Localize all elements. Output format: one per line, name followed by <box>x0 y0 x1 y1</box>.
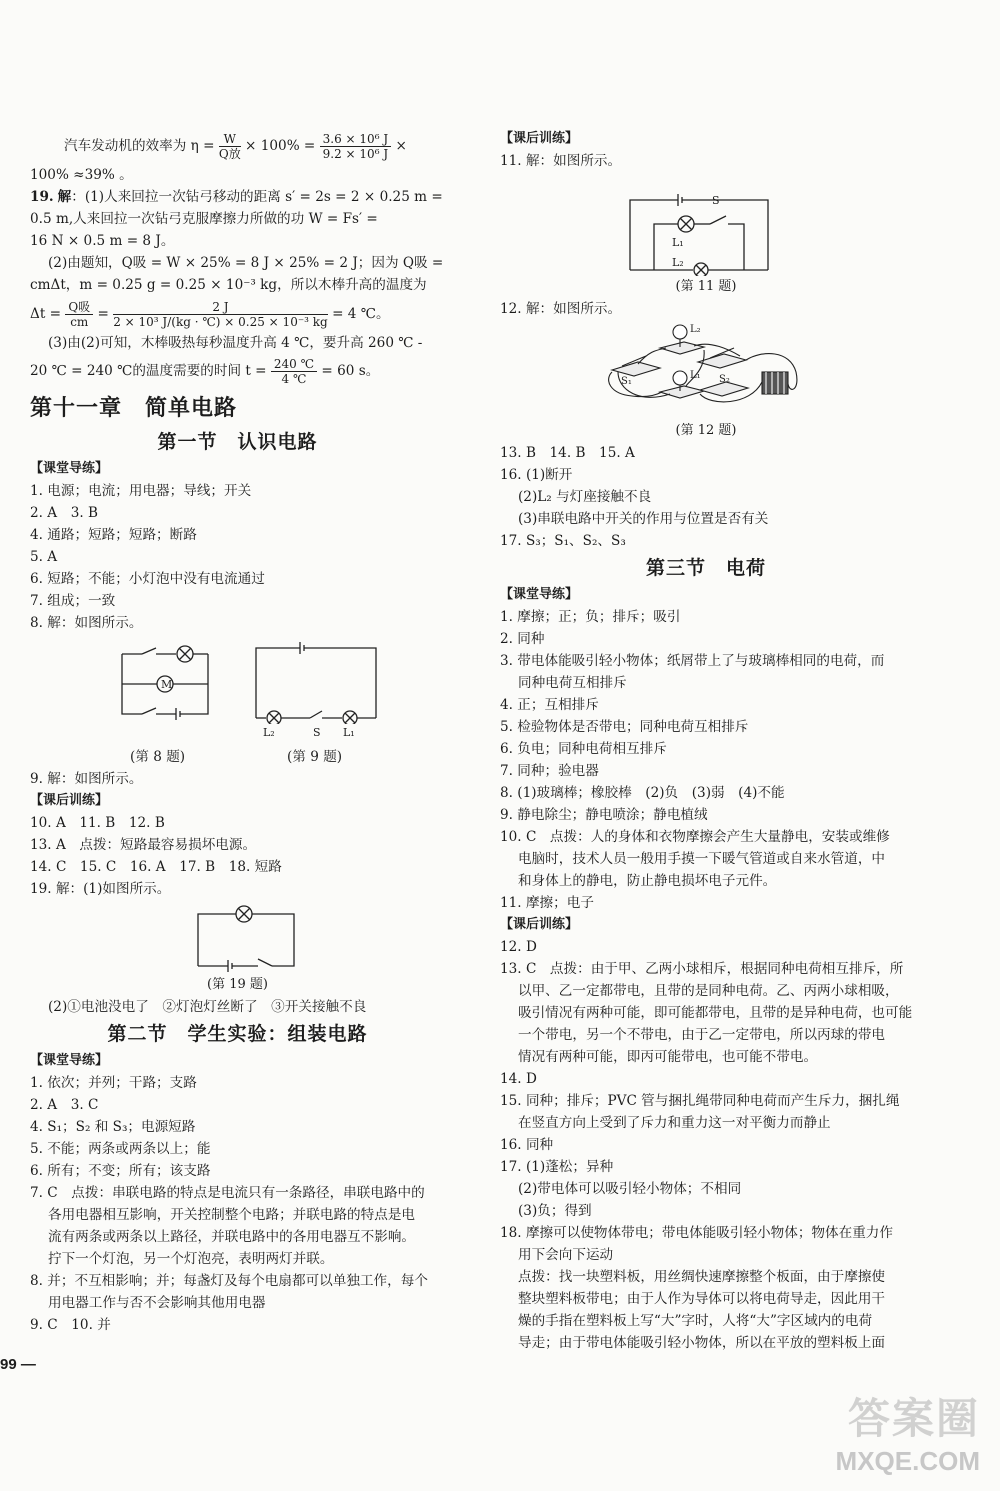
fraction-numerator: W <box>219 132 241 147</box>
answer-item-cont: (3)负；得到 <box>518 1203 592 1219</box>
answer-item: 5. 检验物体是否带电；同种电荷互相排斥 <box>500 719 749 735</box>
fraction-denominator: cm <box>70 315 89 329</box>
fraction-energy <box>320 132 391 161</box>
figure-caption: (第 11 题) <box>675 279 737 294</box>
switch-label: S <box>712 194 720 207</box>
answer-item: 10. C 点拨：人的身体和衣物摩擦会产生大量静电，安装或维修 <box>500 829 890 845</box>
answer-item: 9. C 10. 并 <box>30 1317 111 1333</box>
answer-item-cont: 用下会向下运动 <box>518 1247 614 1263</box>
section-title: 第二节 学生实验：组装电路 <box>107 1023 368 1045</box>
answer-text: ：(1)人来回拉一次钻弓移动的距离 s′ = 2s = 2 × 0.25 m = <box>71 189 443 205</box>
answer-item-cont: 同种电荷互相排斥 <box>518 675 627 691</box>
circuit-diagram-8 <box>30 634 445 724</box>
answer-item: 9. 解：如图所示。 <box>30 771 143 787</box>
fraction-numerator: 240 ℃ <box>271 357 317 372</box>
efficiency-text: 汽车发动机的效率为 η = <box>64 138 215 154</box>
answer-item: 11. 摩擦；电子 <box>500 895 594 911</box>
fraction-time <box>271 357 317 386</box>
answer-item-cont: (2)L₂ 与灯座接触不良 <box>518 489 652 505</box>
answer-item: 10. A 11. B 12. B <box>30 815 165 831</box>
answer-item: 14. D <box>500 1071 537 1087</box>
figure-captions-8-9 <box>30 746 445 768</box>
question-number: 19. <box>30 189 54 205</box>
answer-item: 2. A 3. C <box>30 1097 99 1113</box>
q19-line3: 16 N × 0.5 m = 8 J。 <box>30 233 175 249</box>
chapter-title: 第十一章 简单电路 <box>30 396 238 421</box>
answer-item-cont: 导走；由于带电体能吸引轻小物体，所以在平放的塑料板上面 <box>518 1335 886 1351</box>
answer-item-cont: (3)串联电路中开关的作用与位置是否有关 <box>518 511 769 527</box>
right-column <box>500 128 912 1354</box>
answer-item-cont: (2)带电体可以吸引轻小物体；不相同 <box>518 1181 742 1197</box>
answer-item-cont: 各用电器相互影响，开关控制整个电路；并联电路的特点是电 <box>48 1207 416 1223</box>
answer-item: 6. 所有；不变；所有；该支路 <box>30 1163 211 1179</box>
answer-item: 4. 通路；短路；短路；断路 <box>30 527 197 543</box>
q19-line7: (3)由(2)可知，木棒吸热每秒温度升高 4 ℃，要升高 260 ℃ - <box>48 335 423 351</box>
answer-item: 8. 并；不互相影响；并；每盏灯及每个电扇都可以单独工作，每个 <box>30 1273 428 1289</box>
circuit-diagram-19 <box>30 900 445 974</box>
figure-12 <box>500 320 912 420</box>
fraction-denominator: Q放 <box>218 147 241 161</box>
answer-item: 9. 静电除尘；静电喷涂；静电植绒 <box>500 807 708 823</box>
answer-item-cont: 整块塑料板带电；由于人作为导体可以将电荷导走，因此用干 <box>518 1291 886 1307</box>
answer-item-cont: 燥的手指在塑料板上写“大”字时，人将“大”字区域内的电荷 <box>518 1313 873 1329</box>
answer-item: 18. 摩擦可以使物体带电；带电体能吸引轻小物体；物体在重力作 <box>500 1225 893 1241</box>
q19-line5: cmΔt，m = 0.25 g = 0.25 × 10⁻³ kg，所以木棒升高的温度为 <box>30 277 427 293</box>
answer-item: 7. C 点拨：串联电路的特点是电流只有一条路径，串联电路中的 <box>30 1185 425 1201</box>
answer-item-cont: 以甲、乙一定都带电，且带的是同种电荷。乙、丙两小球相吸， <box>518 983 899 999</box>
lamp-label-L1: L₁ <box>672 236 684 249</box>
lamp-label-L1: L₁ <box>343 726 355 739</box>
wiring-diagram-12 <box>500 320 912 420</box>
answer-item: 8. 解：如图所示。 <box>30 615 143 631</box>
answer-item-cont: 在竖直方向上受到了斥力和重力这一对平衡力而静止 <box>518 1115 831 1131</box>
section-tag: 【课后训练】 <box>30 793 109 808</box>
answer-item: 13. C 点拨：由于甲、乙两小球相斥，根据同种电荷相互排斥，所 <box>500 961 904 977</box>
section-title: 第三节 电荷 <box>645 557 766 579</box>
answer-item-cont: 用电器工作与否不会影响其他用电器 <box>48 1295 266 1311</box>
motor-label: M <box>161 678 173 691</box>
section-tag: 【课堂导练】 <box>30 1053 109 1068</box>
q19-line4: (2)由题知，Q吸 = W × 25% = 8 J × 25% = 2 J；因为 Q吸 = <box>48 255 444 271</box>
formula-text: = <box>97 306 109 322</box>
efficiency-text-tail: × <box>395 138 407 154</box>
answer-item: 1. 摩擦；正；负；排斥；吸引 <box>500 609 681 625</box>
formula-text: Δt = <box>30 306 61 322</box>
answer-item-cont: 拧下一个灯泡，另一个灯泡亮，表明两灯并联。 <box>48 1251 334 1267</box>
answer-item: 6. 短路；不能；小灯泡中没有电流通过 <box>30 571 265 587</box>
q19-dt-formula <box>30 296 445 332</box>
q19-line2: 0.5 m,人来回拉一次钻弓克服摩擦力所做的功 W = Fs′ = <box>30 211 378 227</box>
figures-8-9 <box>30 634 445 746</box>
figure-11 <box>500 172 912 276</box>
fraction-denominator: 2 × 10³ J/(kg · ℃) × 0.25 × 10⁻³ kg <box>113 315 328 329</box>
fraction-numerator: 2 J <box>113 300 328 315</box>
answer-item-cont: 流有两条或两条以上路径，并联电路中的各用电器互不影响。 <box>48 1229 416 1245</box>
answer-item: 5. A <box>30 549 58 565</box>
answer-item: 8. (1)玻璃棒；橡胶棒 (2)负 (3)弱 (4)不能 <box>500 785 785 801</box>
fraction-q-over-cm <box>65 300 93 329</box>
figure-caption: (第 19 题) <box>207 977 268 992</box>
q19-line1 <box>30 186 445 208</box>
answer-item: 12. D <box>500 939 537 955</box>
answer-item: 4. 正；互相排斥 <box>500 697 599 713</box>
formula-text: 20 ℃ = 240 ℃的温度需要的时间 t = <box>30 363 267 379</box>
formula-text: = 60 s。 <box>321 363 380 379</box>
switch-label-S2: S₂ <box>719 374 730 385</box>
answer-item: 16. (1)断开 <box>500 467 573 483</box>
efficiency-text-mid: × 100% = <box>245 138 316 154</box>
left-column <box>30 128 445 1336</box>
answer-item-cont: 情况有两种可能，即丙可能带电，也可能不带电。 <box>518 1049 818 1065</box>
answer-item: 17. (1)蓬松；异种 <box>500 1159 614 1175</box>
answer-item: 3. 带电体能吸引轻小物体；纸屑带上了与玻璃棒相同的电荷，而 <box>500 653 885 669</box>
answer-item: 13. A 点拨：短路最容易损坏电源。 <box>30 837 257 853</box>
lamp-label-L2: L₂ <box>690 324 701 335</box>
fraction-numerator: Q吸 <box>65 300 93 315</box>
answer-item: 11. 解：如图所示。 <box>500 153 622 169</box>
answer-label: 解 <box>57 189 72 205</box>
answer-item: 4. S₁；S₂ 和 S₃；电源短路 <box>30 1119 196 1135</box>
figure-19 <box>30 900 445 974</box>
q19-line8 <box>30 354 445 388</box>
answer-item: 6. 负电；同种电荷相互排斥 <box>500 741 667 757</box>
answer-item-cont: 点拨：找一块塑料板，用丝绸快速摩擦整个板面，由于摩擦使 <box>518 1269 886 1285</box>
answer-item: (2)①电池没电了 ②灯泡灯丝断了 ③开关接触不良 <box>48 999 367 1015</box>
section-tag: 【课堂导练】 <box>500 587 579 602</box>
answer-item: 7. 组成；一致 <box>30 593 116 609</box>
answer-item: 5. 不能；两条或两条以上；能 <box>30 1141 211 1157</box>
watermark-logo-text: 答案圈 <box>847 1395 980 1442</box>
answer-item: 7. 同种；验电器 <box>500 763 599 779</box>
page-number: 99 — <box>0 1356 36 1373</box>
answer-item: 15. 同种；排斥；PVC 管与捆扎绳带同种电荷而产生斥力，捆扎绳 <box>500 1093 900 1109</box>
answer-item: 19. 解：(1)如图所示。 <box>30 881 171 897</box>
answer-item-cont: 一个带电，另一个不带电，由于乙一定带电，所以丙球的带电 <box>518 1027 886 1043</box>
answer-item-cont: 吸引情况有两种可能，即可能都带电，且带的是异种电荷，也可能 <box>518 1005 913 1021</box>
figure-caption: (第 9 题) <box>287 749 343 765</box>
lamp-label-L2: L₂ <box>672 256 684 269</box>
circuit-diagram-11 <box>500 172 912 276</box>
fraction-temperature <box>113 300 328 329</box>
fraction-w-over-q <box>219 132 241 161</box>
fraction-denominator: 4 ℃ <box>281 372 307 386</box>
answer-item: 16. 同种 <box>500 1137 554 1153</box>
efficiency-result: 100% ≈39% 。 <box>30 167 133 183</box>
answer-item-cont: 和身体上的静电，防止静电损坏电子元件。 <box>518 873 777 889</box>
fraction-denominator: 9.2 × 10⁶ J <box>322 147 389 161</box>
answer-item: 14. C 15. C 16. A 17. B 18. 短路 <box>30 859 282 875</box>
answer-item: 12. 解：如图所示。 <box>500 301 622 317</box>
section-tag: 【课后训练】 <box>500 917 579 932</box>
efficiency-line <box>30 128 445 164</box>
answer-item: 2. A 3. B <box>30 505 98 521</box>
answer-item: 1. 依次；并列；干路；支路 <box>30 1075 197 1091</box>
answer-item: 13. B 14. B 15. A <box>500 445 635 461</box>
section-title: 第一节 认识电路 <box>157 431 318 453</box>
answer-item: 17. S₃；S₁、S₂、S₃ <box>500 533 626 549</box>
figure-caption: (第 8 题) <box>130 749 186 765</box>
fraction-numerator: 3.6 × 10⁶ J <box>320 132 391 147</box>
formula-text: = 4 ℃。 <box>332 306 390 322</box>
answer-item: 1. 电源；电流；用电器；导线；开关 <box>30 483 252 499</box>
watermark <box>836 1386 980 1477</box>
watermark-url: MXQE.COM <box>835 1446 980 1476</box>
lamp-label-L2: L₂ <box>263 726 275 739</box>
lamp-label-L1: L₁ <box>690 370 701 381</box>
section-tag: 【课后训练】 <box>500 131 579 146</box>
section-tag: 【课堂导练】 <box>30 461 109 476</box>
switch-label: S <box>313 726 321 739</box>
answer-item: 2. 同种 <box>500 631 545 647</box>
answer-item-cont: 电脑时，技术人员一般用手摸一下暖气管道或自来水管道，中 <box>518 851 886 867</box>
figure-caption: (第 12 题) <box>675 423 737 438</box>
switch-label-S1: S₁ <box>621 376 632 387</box>
